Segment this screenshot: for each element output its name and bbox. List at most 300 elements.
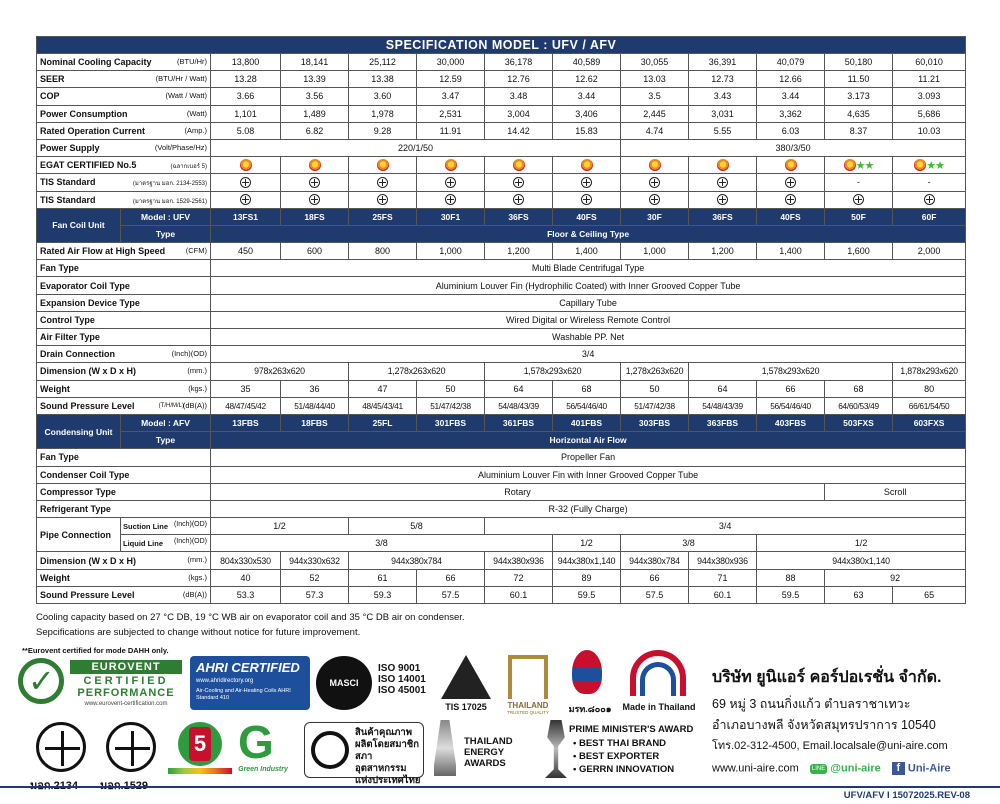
- eurovent-certified: CERTIFIED: [83, 675, 169, 687]
- eurovent-performance: PERFORMANCE: [77, 687, 175, 699]
- row-capacity: Nominal Cooling Capacity (BTU/Hr) 13,800 18,141 25,112 30,000 36,178 40,589 30,055 36,391 40,079 50,180 60,010: [37, 54, 966, 71]
- label: Rated Operation Current: [40, 125, 146, 136]
- energy-bar-icon: [168, 768, 232, 774]
- cell: 3.44: [553, 88, 621, 105]
- cell: 2,445: [621, 105, 689, 122]
- cell: 51/47/42/38: [417, 397, 485, 414]
- ahri-logo: [190, 656, 310, 710]
- cell: 61: [349, 569, 417, 586]
- cell: 40: [211, 569, 281, 586]
- model: 503FXS: [825, 414, 893, 431]
- cell: 1,578x293x620: [485, 363, 621, 380]
- tis-mark-icon: [853, 194, 864, 205]
- model: 30F: [621, 208, 689, 225]
- row-refrigerant: [37, 500, 966, 517]
- cell: 59.5: [553, 586, 621, 603]
- model: 13FS1: [211, 208, 281, 225]
- label: Nominal Cooling Capacity: [40, 57, 152, 68]
- row-fcu-weight: Weight (kgs.) 35 36 47 50 64 68 50 64 66 68 80: [37, 380, 966, 397]
- cell: 3.093: [893, 88, 966, 105]
- row-cdu-sound: Sound Pressure Level (dB(A)) 53.3 57.3 59.3 57.5 60.1 59.5 57.5 60.1 59.5 63 65: [37, 586, 966, 603]
- eurovent-url: www.eurovent-certification.com: [84, 701, 168, 707]
- tis-mark-icon: [581, 177, 592, 188]
- model: 30F1: [417, 208, 485, 225]
- label: Dimension (W x D x H): [40, 555, 137, 566]
- cell: 944x380x1,140: [553, 552, 621, 569]
- cell: -: [893, 174, 966, 191]
- model: 36FS: [689, 208, 757, 225]
- cell: 50: [417, 380, 485, 397]
- cell: 450: [211, 243, 281, 260]
- cell: 1,278x263x620: [349, 363, 485, 380]
- cell: 25,112: [349, 54, 417, 71]
- tis17025-logo: [435, 655, 497, 715]
- cell: 5/8: [349, 518, 485, 535]
- row-tis-1529: TIS Standard (มาตรฐาน มอก. 1529-2561): [37, 191, 966, 208]
- mit-label: Made in Thailand: [622, 702, 696, 712]
- eurovent-logo: [18, 656, 183, 710]
- model: 18FS: [281, 208, 349, 225]
- facebook-id[interactable]: Uni-Aire: [907, 762, 951, 775]
- star-icon: ★★: [855, 159, 874, 172]
- row-tis-2134: TIS Standard (มาตรฐาน มอก. 2134-2553) - -: [37, 174, 966, 191]
- fcu-label: Fan Coil Unit: [37, 208, 121, 242]
- row-fcu-dimension: Dimension (W x D x H) (mm.) 978x263x620 1,278x263x620 1,578x293x620 1,278x263x620 1,578x293x620 1,878x293x620: [37, 363, 966, 380]
- cell: 800: [349, 243, 417, 260]
- tis-mark-icon: [785, 177, 796, 188]
- cell: 13.39: [281, 71, 349, 88]
- cell: 12.73: [689, 71, 757, 88]
- row-expansion: [37, 294, 966, 311]
- cell: 3.56: [281, 88, 349, 105]
- company-web: [712, 762, 992, 775]
- cell: 1,000: [621, 243, 689, 260]
- thailand-trusted-quality-logo: [500, 655, 556, 715]
- thailand-energy-awards-logo: [430, 720, 540, 780]
- cdu-label: Condensing Unit: [37, 414, 121, 448]
- label: Drain Connection: [40, 349, 116, 360]
- label: Power Supply: [40, 143, 100, 154]
- model: 25FL: [349, 414, 417, 431]
- iso-45001: ISO 45001: [378, 685, 426, 696]
- cell: 1,200: [485, 243, 553, 260]
- egat-label-icon: [785, 159, 797, 171]
- row-cdu-fan: [37, 449, 966, 466]
- model: 363FBS: [689, 414, 757, 431]
- model: 401FBS: [553, 414, 621, 431]
- cell: 220/1/50: [211, 139, 621, 156]
- model: 13FBS: [211, 414, 281, 431]
- cell: 71: [689, 569, 757, 586]
- cell: 600: [281, 243, 349, 260]
- cell: 12.66: [757, 71, 825, 88]
- row-control: [37, 311, 966, 328]
- fti-quality-logo: [304, 722, 424, 786]
- cell: 68: [825, 380, 893, 397]
- cell: 1,978: [349, 105, 417, 122]
- cell: 47: [349, 380, 417, 397]
- cell: 12.62: [553, 71, 621, 88]
- green-industry-label: Green Industry: [238, 766, 288, 773]
- row-airflow: Rated Air Flow at High Speed (CFM) 450 600 800 1,000 1,200 1,400 1,000 1,200 1,400 1,600 2,000: [37, 243, 966, 260]
- tis-mark-icon: [785, 194, 796, 205]
- suction-label: Suction Line: [123, 521, 168, 531]
- facebook-icon: f: [892, 762, 905, 775]
- tis-mark-icon: [513, 194, 524, 205]
- mok-2134-label: [30, 776, 78, 794]
- cell: 65: [893, 586, 966, 603]
- cell: 59.3: [349, 586, 417, 603]
- cell: 1,578x293x620: [689, 363, 893, 380]
- cell: 3,406: [553, 105, 621, 122]
- fcu-type: Floor & Ceiling Type: [211, 225, 966, 242]
- ahri-url: www.ahridirectory.org: [196, 678, 254, 684]
- model: 40FS: [553, 208, 621, 225]
- tis-1529-mark-icon: [106, 722, 156, 772]
- cell: 92: [825, 569, 966, 586]
- row-power-supply: Power Supply (Volt/Phase/Hz) 220/1/50 380/3/50: [37, 139, 966, 156]
- eurovent-note: **Eurovent certified for mode DAHH only.: [22, 646, 169, 655]
- iso-list: [378, 663, 426, 696]
- cell: 89: [553, 569, 621, 586]
- model: 50F: [825, 208, 893, 225]
- liquid-label: Liquid Line: [123, 538, 163, 548]
- g-leaf-icon: G: [238, 716, 274, 768]
- tis-mark-icon: [240, 177, 251, 188]
- cell: 3.43: [689, 88, 757, 105]
- cell: 68: [553, 380, 621, 397]
- cell: 944x380x784: [621, 552, 689, 569]
- cell: 1,489: [281, 105, 349, 122]
- row-egat: EGAT CERTIFIED No.5 (ฉลากเบอร์ 5) ★★ ★★: [37, 157, 966, 174]
- tis-mark-icon: [445, 177, 456, 188]
- cell: 14.42: [485, 122, 553, 139]
- row-compressor: [37, 483, 966, 500]
- cell: 66/61/54/50: [893, 397, 966, 414]
- cell: 1,000: [417, 243, 485, 260]
- cell: 64: [689, 380, 757, 397]
- label: TIS Standard: [40, 177, 96, 188]
- doc-revision: UFV/AFV I 15072025.REV-08: [843, 790, 970, 801]
- row-evaporator: [37, 277, 966, 294]
- star-icon: ★★: [926, 159, 944, 172]
- cell: 56/54/46/40: [757, 397, 825, 414]
- label: COP: [40, 91, 60, 102]
- cell: 57.3: [281, 586, 349, 603]
- footer-rule: [0, 786, 1000, 788]
- row-filter: [37, 329, 966, 346]
- cell: 88: [757, 569, 825, 586]
- cell: Scroll: [825, 483, 966, 500]
- cell: 944x380x936: [485, 552, 553, 569]
- cell: 51/48/44/40: [281, 397, 349, 414]
- cell: 11.21: [893, 71, 966, 88]
- cell: 2,000: [893, 243, 966, 260]
- cell: 6.82: [281, 122, 349, 139]
- tis-mark-icon: [240, 194, 251, 205]
- cell: 3,004: [485, 105, 553, 122]
- cell: 3/8: [621, 535, 757, 552]
- row-condenser: [37, 466, 966, 483]
- row-seer: SEER (BTU/Hr / Watt) 13.28 13.39 13.38 12.59 12.76 12.62 13.03 12.73 12.66 11.50 11.21: [37, 71, 966, 88]
- cell: 380/3/50: [621, 139, 966, 156]
- spec-table: [36, 36, 966, 604]
- row-cdu-weight: Weight (kgs.) 40 52 61 66 72 89 66 71 88 92: [37, 569, 966, 586]
- label: Control Type: [37, 311, 211, 328]
- cell: 9.28: [349, 122, 417, 139]
- masci-logo: MASCI: [316, 656, 372, 710]
- label: Expansion Device Type: [37, 294, 211, 311]
- label: Air Filter Type: [37, 329, 211, 346]
- cell: 804x330x530: [211, 552, 281, 569]
- check-icon: ✓: [28, 663, 55, 699]
- cell: 5.08: [211, 122, 281, 139]
- mrt-label: มรท.๘๐๐๑: [568, 704, 612, 714]
- pm-award-title: PRIME MINISTER'S AWARD: [569, 724, 694, 735]
- cell: Aluminium Louver Fin with Inner Grooved Copper Tube: [211, 466, 966, 483]
- tis-mark-icon: [717, 177, 728, 188]
- row-current: Rated Operation Current (Amp.) 5.08 6.82 9.28 11.91 14.42 15.83 4.74 5.55 6.03 8.37 10.03: [37, 122, 966, 139]
- egat-label-icon: [445, 159, 457, 171]
- cell: 3.173: [825, 88, 893, 105]
- tis-mark-icon: [377, 177, 388, 188]
- label: Power Consumption: [40, 108, 128, 119]
- triangle-icon: [441, 655, 491, 699]
- cell: 1,400: [757, 243, 825, 260]
- tis-mark-icon: [309, 194, 320, 205]
- cell: 40,079: [757, 54, 825, 71]
- label: Fan Type: [37, 449, 211, 466]
- row-power: Power Consumption (Watt) 1,101 1,489 1,978 2,531 3,004 3,406 2,445 3,031 3,362 4,635 5,686: [37, 105, 966, 122]
- egat-label-icon: [844, 159, 856, 171]
- tis-mark-icon: [309, 177, 320, 188]
- company-contact: โทร.02-312-4500, Email.localsale@uni-aire.com: [712, 740, 948, 752]
- label: Fan Type: [37, 260, 211, 277]
- cell: 944x380x784: [349, 552, 485, 569]
- company-address-1: 69 หมู่ 3 ถนนกิ่งแก้ว ตำบลราชาเทวะ: [712, 697, 911, 711]
- cell: 1/2: [553, 535, 621, 552]
- cell: 40,589: [553, 54, 621, 71]
- line-id[interactable]: @uni-aire: [830, 762, 881, 775]
- cell: 60.1: [689, 586, 757, 603]
- cell: 30,000: [417, 54, 485, 71]
- cell: 1,278x263x620: [621, 363, 689, 380]
- row-cdu-model: [37, 414, 966, 431]
- cell: 13.28: [211, 71, 281, 88]
- row-fcu-sound: Sound Pressure Level (T/H/M/L) (dB(A)) 48/47/45/42 51/48/44/40 48/45/43/41 51/47/42/38 54/48/43/39 56/54/46/40 51/47/42/38 54/48/43/39 56/54/46/40 64/60/53/49 66/61/54/50: [37, 397, 966, 414]
- trophy-icon: [545, 720, 567, 778]
- cell: 50,180: [825, 54, 893, 71]
- cell: 66: [417, 569, 485, 586]
- cell: Wired Digital or Wireless Remote Control: [211, 311, 966, 328]
- ahri-title: AHRI CERTIFIED: [196, 660, 300, 675]
- cell: 11.91: [417, 122, 485, 139]
- cell: 60.1: [485, 586, 553, 603]
- model: 18FBS: [281, 414, 349, 431]
- pm-award-list: • BEST THAI BRAND • BEST EXPORTER • GERRN INNOVATION: [573, 738, 675, 775]
- cell: 1,878x293x620: [893, 363, 966, 380]
- tis-mark-icon: [377, 194, 388, 205]
- line-icon: LINE: [811, 765, 826, 772]
- prime-ministers-award-logo: [545, 720, 710, 780]
- cell: 18,141: [281, 54, 349, 71]
- model: 40FS: [757, 208, 825, 225]
- row-cdu-type: [37, 432, 966, 449]
- cell: 64/60/53/49: [825, 397, 893, 414]
- label: Weight: [40, 383, 70, 394]
- label: EGAT CERTIFIED No.5: [40, 160, 137, 171]
- model: 60F: [893, 208, 966, 225]
- label: Pipe Connection: [37, 518, 121, 552]
- cell: R-32 (Fully Charge): [211, 500, 966, 517]
- iso-9001: ISO 9001: [378, 663, 421, 674]
- model: 25FS: [349, 208, 417, 225]
- egat-label-icon: [649, 159, 661, 171]
- cell: 10.03: [893, 122, 966, 139]
- cell: 57.5: [417, 586, 485, 603]
- tis-2134-mark-icon: [36, 722, 86, 772]
- model: 303FBS: [621, 414, 689, 431]
- cell: 4,635: [825, 105, 893, 122]
- cell: 1/2: [757, 535, 966, 552]
- cell: 4.74: [621, 122, 689, 139]
- cdu-model-label: Model : AFV: [121, 414, 211, 431]
- label: Sound Pressure Level: [40, 589, 135, 600]
- fti-swirl-icon: [311, 731, 349, 769]
- cell: 36,391: [689, 54, 757, 71]
- row-cop: COP (Watt / Watt) 3.66 3.56 3.60 3.47 3.48 3.44 3.5 3.43 3.44 3.173 3.093: [37, 88, 966, 105]
- model: 301FBS: [417, 414, 485, 431]
- cell: 36: [281, 380, 349, 397]
- cell: 59.5: [757, 586, 825, 603]
- cell: 1,600: [825, 243, 893, 260]
- label: Refrigerant Type: [37, 500, 211, 517]
- label: Sound Pressure Level: [40, 400, 135, 411]
- tis-mark-icon: [649, 177, 660, 188]
- cell: 72: [485, 569, 553, 586]
- label: Condenser Coil Type: [37, 466, 211, 483]
- tea-text: THAILAND ENERGY AWARDS: [464, 736, 513, 769]
- mrt-8001-logo: [562, 650, 612, 716]
- cell: 5,686: [893, 105, 966, 122]
- cdu-type-label: Type: [121, 432, 211, 449]
- cell: 52: [281, 569, 349, 586]
- cell: 63: [825, 586, 893, 603]
- energy-label-5-logo: [168, 722, 228, 776]
- cell: 48/47/45/42: [211, 397, 281, 414]
- cell: Washable PP. Net: [211, 329, 966, 346]
- made-in-thailand-logo: [618, 650, 700, 716]
- label: Rated Air Flow at High Speed: [40, 246, 166, 257]
- cell: 5.55: [689, 122, 757, 139]
- model: 603FXS: [893, 414, 966, 431]
- row-fan-type: [37, 260, 966, 277]
- note-spec-change: Sepcifications are subjected to change without notice for future improvement.: [36, 627, 361, 638]
- egat-label-icon: [513, 159, 525, 171]
- cell: 944x380x936: [689, 552, 757, 569]
- cell: 1,400: [553, 243, 621, 260]
- row-drain: Drain Connection (Inch)(OD) 3/4: [37, 346, 966, 363]
- tis-mark-icon: [924, 194, 935, 205]
- cell: 54/48/43/39: [689, 397, 757, 414]
- footnotes: [36, 610, 465, 640]
- egat-label-icon: [717, 159, 729, 171]
- cell: -: [825, 174, 893, 191]
- tis-mark-icon: [581, 194, 592, 205]
- cell: 13.38: [349, 71, 417, 88]
- cell: 3/4: [211, 346, 966, 363]
- eurovent-name: EUROVENT: [70, 660, 182, 674]
- website-link[interactable]: www.uni-aire.com: [712, 762, 799, 775]
- company-name: บริษัท ยูนิแอร์ คอร์ปอเรชั่น จำกัด.: [712, 669, 942, 686]
- trophy-icon: [434, 720, 456, 776]
- label: Evaporator Coil Type: [37, 277, 211, 294]
- row-fcu-type: [37, 225, 966, 242]
- label: Dimension (W x D x H): [40, 366, 137, 377]
- model: 361FBS: [485, 414, 553, 431]
- cell: 3.60: [349, 88, 417, 105]
- cell: Multi Blade Centrifugal Type: [211, 260, 966, 277]
- tis-mark-icon: [649, 194, 660, 205]
- egat-label-icon: [240, 159, 252, 171]
- cell: 35: [211, 380, 281, 397]
- cell: 80: [893, 380, 966, 397]
- iso-14001: ISO 14001: [378, 674, 426, 685]
- ttq-label: THAILAND: [507, 701, 549, 710]
- cdu-type: Horizontal Air Flow: [211, 432, 966, 449]
- fti-text: สินค้าคุณภาพ ผลิตโดยสมาชิก สภาอุตสาหกรรม แห่งประเทศไทย: [355, 727, 421, 786]
- cell: 944x330x632: [281, 552, 349, 569]
- cell: 64: [485, 380, 553, 397]
- cell: 54/48/43/39: [485, 397, 553, 414]
- tis-mark-icon: [513, 177, 524, 188]
- cell: 3,031: [689, 105, 757, 122]
- cell: 3.47: [417, 88, 485, 105]
- cell: 66: [621, 569, 689, 586]
- number-5-icon: 5: [189, 727, 211, 761]
- fcu-model-label: Model : UFV: [121, 208, 211, 225]
- cell: 12.76: [485, 71, 553, 88]
- fcu-type-label: Type: [121, 225, 211, 242]
- green-industry-logo: [232, 716, 294, 778]
- cell: Propeller Fan: [211, 449, 966, 466]
- cell: 48/45/43/41: [349, 397, 417, 414]
- flame-icon: [572, 650, 602, 694]
- note-capacity-basis: Cooling capacity based on 27 °C DB, 19 °C WB air on evaporator coil and 35 °C DB air on condenser.: [36, 612, 465, 623]
- row-fcu-model: [37, 208, 966, 225]
- cell: 15.83: [553, 122, 621, 139]
- cell: 8.37: [825, 122, 893, 139]
- cell: Aluminium Louver Fin (Hydrophilic Coated) with Inner Grooved Copper Tube: [211, 277, 966, 294]
- mok-1529-label: [100, 776, 148, 794]
- row-pipe-liquid: Liquid Line (Inch)(OD) 3/8 1/2 3/8 1/2: [37, 535, 966, 552]
- cell: 3/4: [485, 518, 966, 535]
- cell: 50: [621, 380, 689, 397]
- cell: Rotary: [211, 483, 825, 500]
- tis-mark-icon: [717, 194, 728, 205]
- cell: 6.03: [757, 122, 825, 139]
- cell: 944x380x1,140: [757, 552, 966, 569]
- label: Weight: [40, 572, 70, 583]
- cell: 1,101: [211, 105, 281, 122]
- arch-inner-icon: [640, 662, 676, 696]
- label: TIS Standard: [40, 194, 96, 205]
- cell: 30,055: [621, 54, 689, 71]
- cell: 3/8: [211, 535, 553, 552]
- model: 403FBS: [757, 414, 825, 431]
- cell: Capillary Tube: [211, 294, 966, 311]
- cell: 3,362: [757, 105, 825, 122]
